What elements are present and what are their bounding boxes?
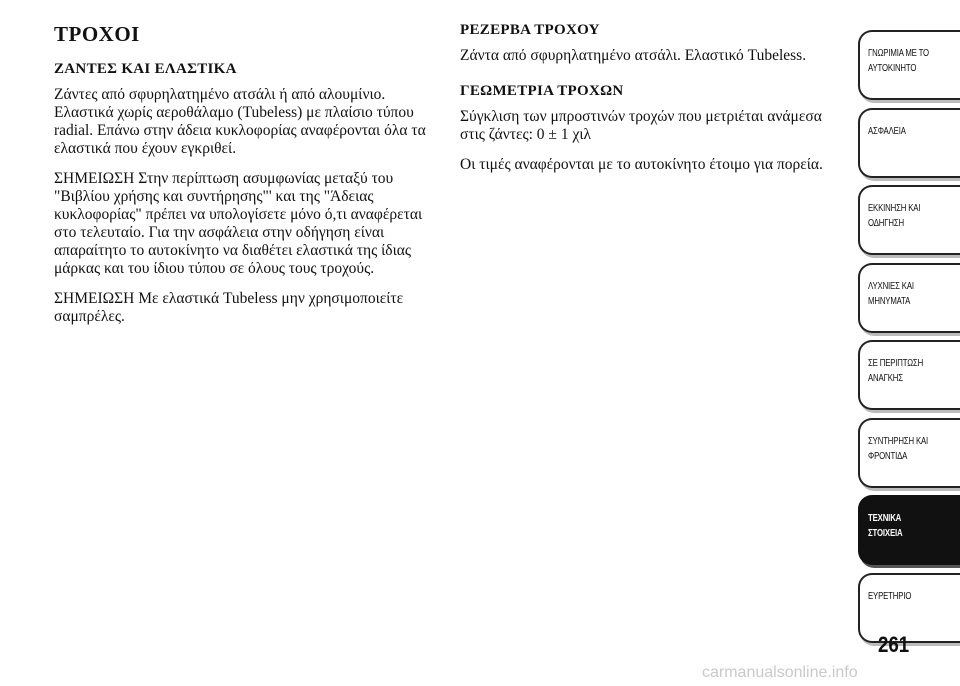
tab-emergency[interactable] <box>858 340 960 410</box>
tab-label: ΤΕΧΝΙΚΑ ΣΤΟΙΧΕΙΑ <box>868 513 903 539</box>
tab-getting-to-know-car[interactable] <box>858 30 960 100</box>
section-title-spare-wheel: ΡΕΖΕΡΒΑ ΤΡΟΧΟΥ <box>460 22 600 38</box>
chapter-tabs <box>858 30 960 650</box>
tab-label: ΣΕ ΠΕΡΙΠΤΩΣΗ ΑΝΑΓΚΗΣ <box>868 358 924 384</box>
tab-label: ΛΥΧΝΙΕΣ ΚΑΙ ΜΗΝΥΜΑΤΑ <box>868 280 914 307</box>
paragraph-toe-in: Σύγκλιση των μπροστινών τροχών που μετριέται ανάμεσα στις ζάντες: 0 ± 1 χιλ <box>460 108 822 143</box>
section-title-rims-tires: ΖΑΝΤΕΣ ΚΑΙ ΕΛΑΣΤΙΚΑ <box>54 61 237 77</box>
section-title-wheel-geometry: ΓΕΩΜΕΤΡΙΑ ΤΡΟΧΩΝ <box>460 83 624 99</box>
tab-lights-messages[interactable] <box>858 263 960 333</box>
tab-technical-data[interactable] <box>858 495 960 565</box>
tab-label: ΣΥΝΤΗΡΗΣΗ ΚΑΙ ΦΡΟΝΤΙΔΑ <box>868 435 929 462</box>
paragraph-note-registration: ΣΗΜΕΙΩΣΗ Στην περίπτωση ασυμφωνίας μεταξύ του "Βιβλίου χρήσης και συντήρησης"' και της "Άδειας κυκλοφορίας" πρέπει να υπολογίσετε μόνο ό,τι αναφέρεται στο τελευταίο. Για την ασφάλεια στην οδήγηση είναι απαραίτητο το αυτοκίνητο να διαθέτει ελαστικά της ίδιας μάρκας και του ίδιου τύπου σε όλους τους τροχούς. <box>54 170 423 277</box>
tab-label: ΓΝΩΡΙΜΙΑ ΜΕ ΤΟ ΑΥΤΟΚΙΝΗΤΟ <box>868 48 929 74</box>
watermark: carmanualsonline.info <box>702 664 858 681</box>
left-column <box>54 22 444 338</box>
page-title: ΤΡΟΧΟΙ <box>54 22 140 46</box>
paragraph-rims-description: Ζάντες από σφυρηλατημένο ατσάλι ή από αλουμίνιο. Ελαστικά χωρίς αεροθάλαμο (Tubeless) με πλαίσιο τύπου radial. Επάνω στην άδεια κυκλοφορίας αναφέρονται όλα τα ελαστικά που έχουν εγκριθεί. <box>54 86 426 157</box>
tab-safety[interactable] <box>858 108 960 178</box>
tab-maintenance-care[interactable] <box>858 418 960 488</box>
tab-label: ΕΥΡΕΤΗΡΙΟ <box>868 590 912 602</box>
paragraph-spare-wheel: Ζάντα από σφυρηλατημένο ατσάλι. Ελαστικό Tubeless. <box>460 47 807 64</box>
paragraph-values-note: Οι τιμές αναφέρονται με το αυτοκίνητο έτοιμο για πορεία. <box>460 156 823 173</box>
page-number: 261 <box>878 632 910 657</box>
tab-label: ΑΣΦΑΛΕΙΑ <box>868 125 906 137</box>
right-column <box>460 22 840 186</box>
paragraph-note-tubeless: ΣΗΜΕΙΩΣΗ Με ελαστικά Tubeless μην χρησιμοποιείτε σαμπρέλες. <box>54 290 404 325</box>
tab-label: ΕΚΚΙΝΗΣΗ ΚΑΙ ΟΔΗΓΗΣΗ <box>868 203 921 229</box>
tab-starting-driving[interactable] <box>858 185 960 255</box>
